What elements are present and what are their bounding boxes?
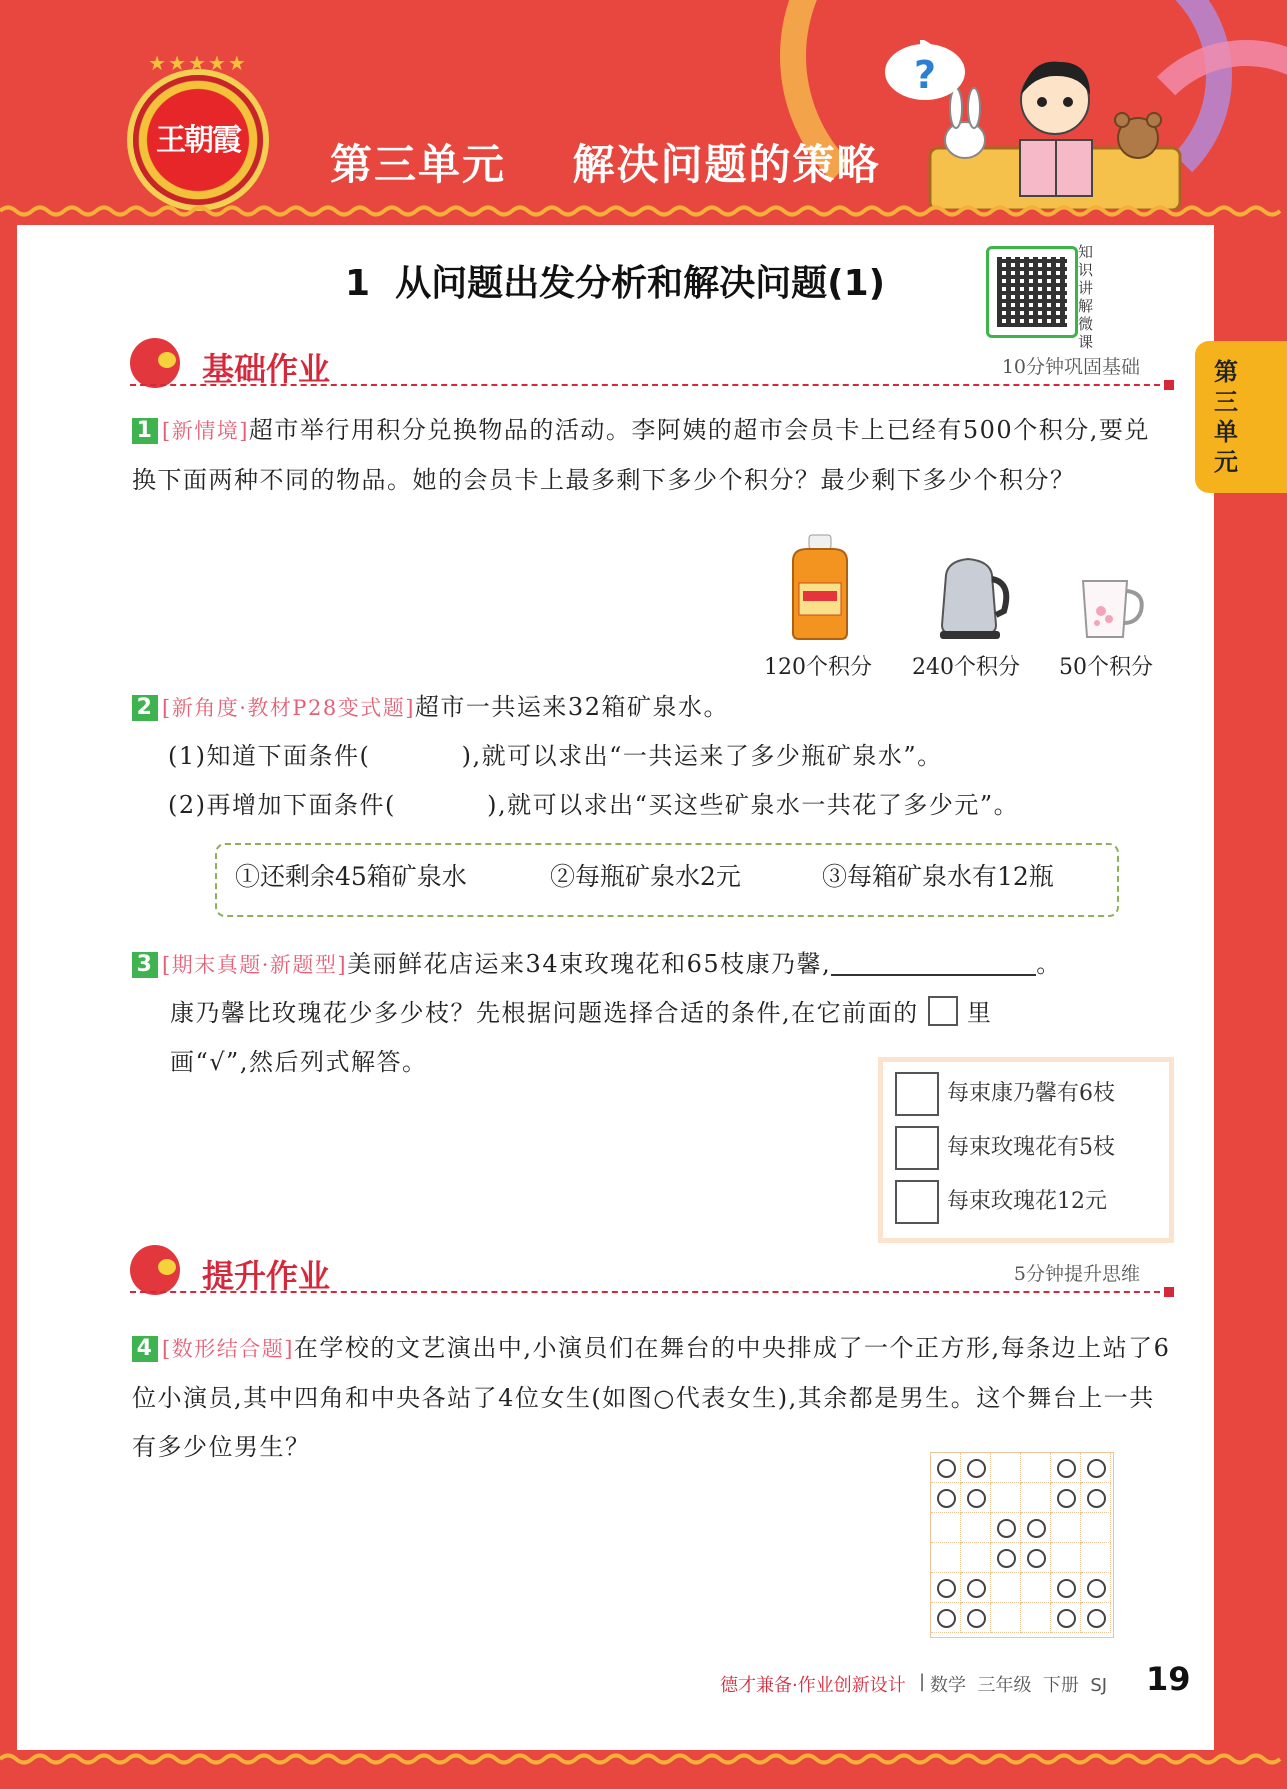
girl-circle-icon — [967, 1459, 986, 1478]
question-text-end: 。 — [1036, 950, 1062, 978]
condition-row — [895, 1180, 1107, 1224]
divider-end-mark — [1164, 1287, 1174, 1297]
unit-side-tab-label: 第三单元 — [1214, 358, 1238, 476]
footer-meta: 数学 三年级 下册 SJ — [930, 1675, 1108, 1696]
qr-code[interactable] — [986, 246, 1078, 338]
unit-title: 第三单元 解决问题的策略 — [330, 140, 881, 189]
question-4 — [132, 1324, 1172, 1472]
girl-circle-icon — [937, 1459, 956, 1478]
choice-2: ②每瓶矿泉水2元 — [550, 862, 741, 891]
qr-pattern — [997, 257, 1067, 327]
detergent-bottle-icon — [785, 533, 855, 641]
girl-circle-icon — [1027, 1519, 1046, 1538]
section-divider — [130, 1291, 1170, 1293]
section-advanced-note: 5分钟提升思维 — [1013, 1263, 1140, 1285]
question-text: 康乃馨比玫瑰花少多少枝？先根据问题选择合适的条件,在它前面的 — [170, 999, 919, 1027]
page-header — [0, 0, 1287, 230]
condition-row — [895, 1126, 1115, 1170]
question-tag: [期末真题·新题型] — [162, 953, 348, 977]
grid-cell — [931, 1513, 961, 1543]
girl-circle-icon — [1057, 1609, 1076, 1628]
grid-cell — [1021, 1573, 1051, 1603]
section-basic-header — [130, 338, 1170, 398]
grid-cell — [1081, 1513, 1111, 1543]
girl-circle-icon — [1087, 1489, 1106, 1508]
condition-checkbox[interactable] — [895, 1126, 939, 1170]
girl-circle-icon — [937, 1609, 956, 1628]
formation-grid — [930, 1452, 1114, 1638]
question-2 — [132, 683, 1172, 733]
condition-options — [878, 1057, 1174, 1243]
condition-label: 每束玫瑰花12元 — [947, 1189, 1107, 1214]
question-text: 美丽鲜花店运来34束玫瑰花和65枝康乃馨, — [347, 950, 832, 978]
section-advanced-title: 提升作业 — [202, 1257, 331, 1295]
lesson-title: 1 从问题出发分析和解决问题(1) — [345, 263, 886, 304]
question-2-part-1 — [168, 732, 1208, 781]
part-1-text: (1)知道下面条件( ),就可以求出“一共运来了多少瓶矿泉水”。 — [168, 742, 943, 770]
question-number: 1 — [132, 418, 158, 444]
grid-cell — [991, 1483, 1021, 1513]
grid-cell — [931, 1543, 961, 1573]
question-number: 3 — [132, 952, 158, 978]
grid-cell — [1021, 1453, 1051, 1483]
qr-label: 知识讲解微课 — [1078, 243, 1094, 351]
question-tag: [数形结合题] — [162, 1337, 294, 1361]
footer-divider: | — [919, 1671, 926, 1692]
megaphone-icon — [130, 338, 180, 388]
divider-end-mark — [1164, 380, 1174, 390]
answer-blank[interactable] — [831, 948, 1036, 976]
question-tag: [新情境] — [162, 419, 249, 443]
star-row-icon: ★★★★★ — [148, 51, 248, 75]
mug-icon — [1077, 575, 1149, 641]
girl-circle-icon — [967, 1609, 986, 1628]
item-2-price: 240个积分 — [912, 655, 1020, 680]
question-text: 超市一共运来32箱矿泉水。 — [414, 693, 729, 721]
condition-label: 每束玫瑰花有5枝 — [947, 1135, 1115, 1160]
footer-brand: 德才兼备·作业创新设计 — [720, 1675, 906, 1696]
electric-kettle-icon — [932, 553, 1014, 639]
grid-cell — [1051, 1543, 1081, 1573]
girl-circle-icon — [937, 1489, 956, 1508]
page-number: 19 — [1146, 1660, 1191, 1698]
choice-1: ①还剩余45箱矿泉水 — [235, 862, 467, 891]
question-1 — [132, 406, 1172, 505]
section-advanced-header — [130, 1245, 1170, 1305]
condition-checkbox[interactable] — [895, 1072, 939, 1116]
choice-3: ③每箱矿泉水有12瓶 — [822, 862, 1054, 891]
wavy-border — [0, 1752, 1287, 1766]
section-divider — [130, 384, 1170, 386]
section-basic-title: 基础作业 — [202, 350, 331, 388]
question-3-line-2 — [170, 989, 1210, 1038]
question-text: 在学校的文艺演出中,小演员们在舞台的中央排成了一个正方形,每条边上站了6位小演员,其中四角和中央各站了4位女生(如图○代表女生),其余都是男生。这个舞台上一共有多少位男生？ — [132, 1334, 1171, 1461]
grid-cell — [1081, 1543, 1111, 1573]
item-1-price: 120个积分 — [764, 655, 872, 680]
question-3 — [132, 940, 1172, 990]
question-bubble-icon — [880, 40, 970, 110]
grid-cell — [1021, 1603, 1051, 1633]
brand-logo — [133, 51, 263, 205]
megaphone-icon — [130, 1245, 180, 1295]
condition-checkbox[interactable] — [895, 1180, 939, 1224]
question-text: 画“√”,然后列式解答。 — [170, 1048, 428, 1076]
girl-circle-icon — [967, 1579, 986, 1598]
girl-circle-icon — [967, 1489, 986, 1508]
girl-circle-icon — [1087, 1579, 1106, 1598]
grid-cell — [991, 1603, 1021, 1633]
question-text: 里 — [966, 999, 993, 1027]
grid-cell — [1051, 1513, 1081, 1543]
question-tag: [新角度·教材P28变式题] — [162, 696, 415, 720]
girl-circle-icon — [997, 1519, 1016, 1538]
wavy-border — [0, 204, 1287, 218]
girl-circle-icon — [1057, 1579, 1076, 1598]
question-text: 超市举行用积分兑换物品的活动。李阿姨的超市会员卡上已经有500个积分,要兑换下面两种不同的物品。她的会员卡上最多剩下多少个积分？最少剩下多少个积分？ — [132, 416, 1150, 494]
girl-circle-icon — [1087, 1609, 1106, 1628]
grid-cell — [991, 1573, 1021, 1603]
grid-cell — [991, 1453, 1021, 1483]
section-basic-note: 10分钟巩固基础 — [1001, 356, 1140, 378]
item-3-price: 50个积分 — [1059, 655, 1153, 680]
logo-text: 王朝霞 — [156, 123, 240, 158]
checkbox-sample — [928, 996, 958, 1026]
question-number: 2 — [132, 695, 158, 721]
condition-row — [895, 1072, 1115, 1116]
girl-circle-icon — [1027, 1549, 1046, 1568]
girl-circle-icon — [937, 1579, 956, 1598]
girl-circle-icon — [1057, 1489, 1076, 1508]
condition-label: 每束康乃馨有6枝 — [947, 1081, 1115, 1106]
girl-circle-icon — [1087, 1459, 1106, 1478]
question-number: 4 — [132, 1336, 158, 1362]
grid-cell — [961, 1543, 991, 1573]
svg-text:?: ? — [914, 53, 937, 97]
girl-circle-icon — [1057, 1459, 1076, 1478]
question-2-part-2 — [168, 781, 1208, 830]
part-2-text: (2)再增加下面条件( ),就可以求出“买这些矿泉水一共花了多少元”。 — [168, 791, 1020, 819]
girl-circle-icon — [997, 1549, 1016, 1568]
grid-cell — [961, 1513, 991, 1543]
grid-cell — [1021, 1483, 1051, 1513]
